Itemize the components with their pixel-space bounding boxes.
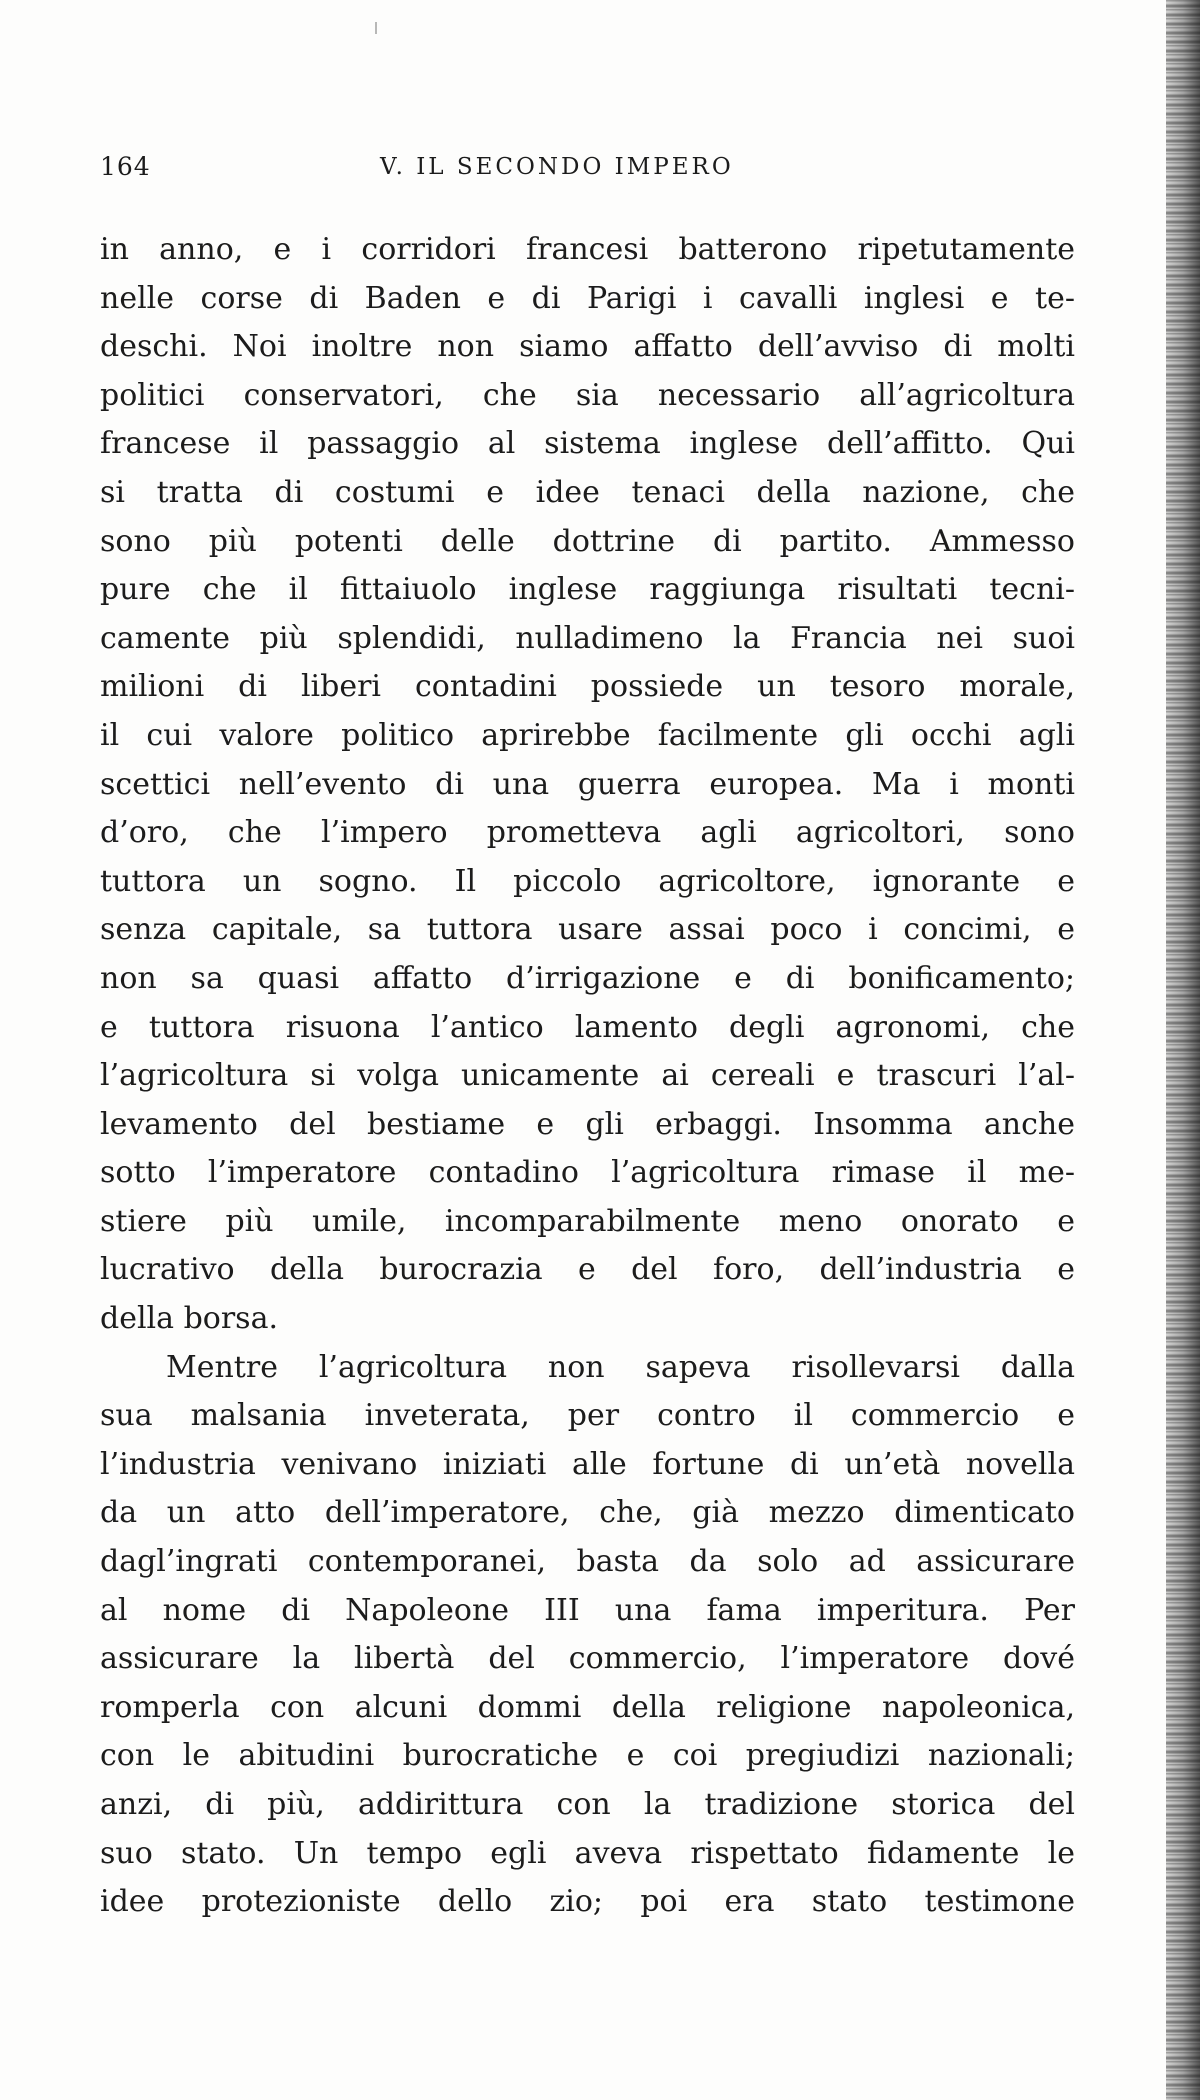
- text-line: levamento del bestiame e gli erbaggi. Insomma anche: [100, 1106, 1075, 1142]
- text-line: da un atto dell’imperatore, che, già mezzo dimenticato: [100, 1495, 1075, 1531]
- text-line: in anno, e i corridori francesi batterono ripetutamente: [100, 232, 1075, 267]
- text-line: camente più splendidi, nulladimeno la Francia nei suoi: [100, 620, 1075, 656]
- text-line: nelle corse di Baden e di Parigi i cavalli inglesi e te-: [100, 280, 1075, 316]
- text-line: sotto l’imperatore contadino l’agricoltura rimase il me-: [100, 1155, 1075, 1191]
- paragraph-first-line: Mentre l’agricoltura non sapeva risollevarsi dalla: [166, 1349, 1075, 1385]
- text-line: il cui valore politico aprirebbe facilmente gli occhi agli: [100, 717, 1075, 753]
- text-line: politici conservatori, che sia necessario all’agricoltura: [100, 377, 1075, 413]
- text-line: stiere più umile, incomparabilmente meno onorato e: [100, 1203, 1075, 1239]
- text-line: anzi, di più, addirittura con la tradizione storica del: [100, 1787, 1075, 1822]
- text-line: sua malsania inveterata, per contro il commercio e: [100, 1398, 1075, 1434]
- text-line: idee protezioniste dello zio; poi era stato testimone: [100, 1884, 1075, 1920]
- body-text: [100, 226, 1080, 1927]
- text-line: e tuttora risuona l’antico lamento degli agronomi, che: [100, 1009, 1075, 1045]
- ink-speck: [375, 22, 377, 34]
- text-line: assicurare la libertà del commercio, l’imperatore dové: [100, 1641, 1075, 1677]
- text-line: d’oro, che l’impero prometteva agli agricoltori, sono: [100, 815, 1075, 851]
- text-line: senza capitale, sa tuttora usare assai poco i concimi, e: [100, 912, 1075, 948]
- text-line: scettici nell’evento di una guerra europea. Ma i monti: [100, 766, 1075, 802]
- text-line: si tratta di costumi e idee tenaci della nazione, che: [100, 474, 1075, 510]
- text-line: francese il passaggio al sistema inglese dell’affitto. Qui: [100, 426, 1075, 462]
- text-line: suo stato. Un tempo egli aveva rispettato fidamente le: [100, 1835, 1075, 1871]
- text-line: dagl’ingrati contemporanei, basta da solo ad assicurare: [100, 1544, 1075, 1580]
- text-line: non sa quasi affatto d’irrigazione e di bonificamento;: [100, 960, 1075, 996]
- paragraph-last-line: della borsa.: [100, 1301, 278, 1337]
- text-line: lucrativo della burocrazia e del foro, dell’industria e: [100, 1252, 1075, 1288]
- running-title: V. IL SECONDO IMPERO: [380, 154, 734, 180]
- text-line: deschi. Noi inoltre non siamo affatto dell’avviso di molti: [100, 329, 1075, 365]
- text-line: sono più potenti delle dottrine di partito. Ammesso: [100, 523, 1075, 559]
- page-edge-shadow: [1166, 0, 1200, 2100]
- text-line: l’agricoltura si volga unicamente ai cereali e trascuri l’al-: [100, 1058, 1075, 1094]
- text-line: romperla con alcuni dommi della religione napoleonica,: [100, 1689, 1075, 1725]
- text-line: milioni di liberi contadini possiede un tesoro morale,: [100, 669, 1075, 705]
- text-line: l’industria venivano iniziati alle fortune di un’età novella: [100, 1446, 1075, 1482]
- text-line: pure che il fittaiuolo inglese raggiunga risultati tecni-: [100, 572, 1075, 608]
- text-line: con le abitudini burocratiche e coi pregiudizi nazionali;: [100, 1738, 1075, 1774]
- text-line: tuttora un sogno. Il piccolo agricoltore, ignorante e: [100, 863, 1075, 899]
- running-header: [100, 152, 1030, 192]
- page-number: 164: [100, 152, 151, 181]
- text-line: al nome di Napoleone III una fama imperitura. Per: [100, 1592, 1075, 1628]
